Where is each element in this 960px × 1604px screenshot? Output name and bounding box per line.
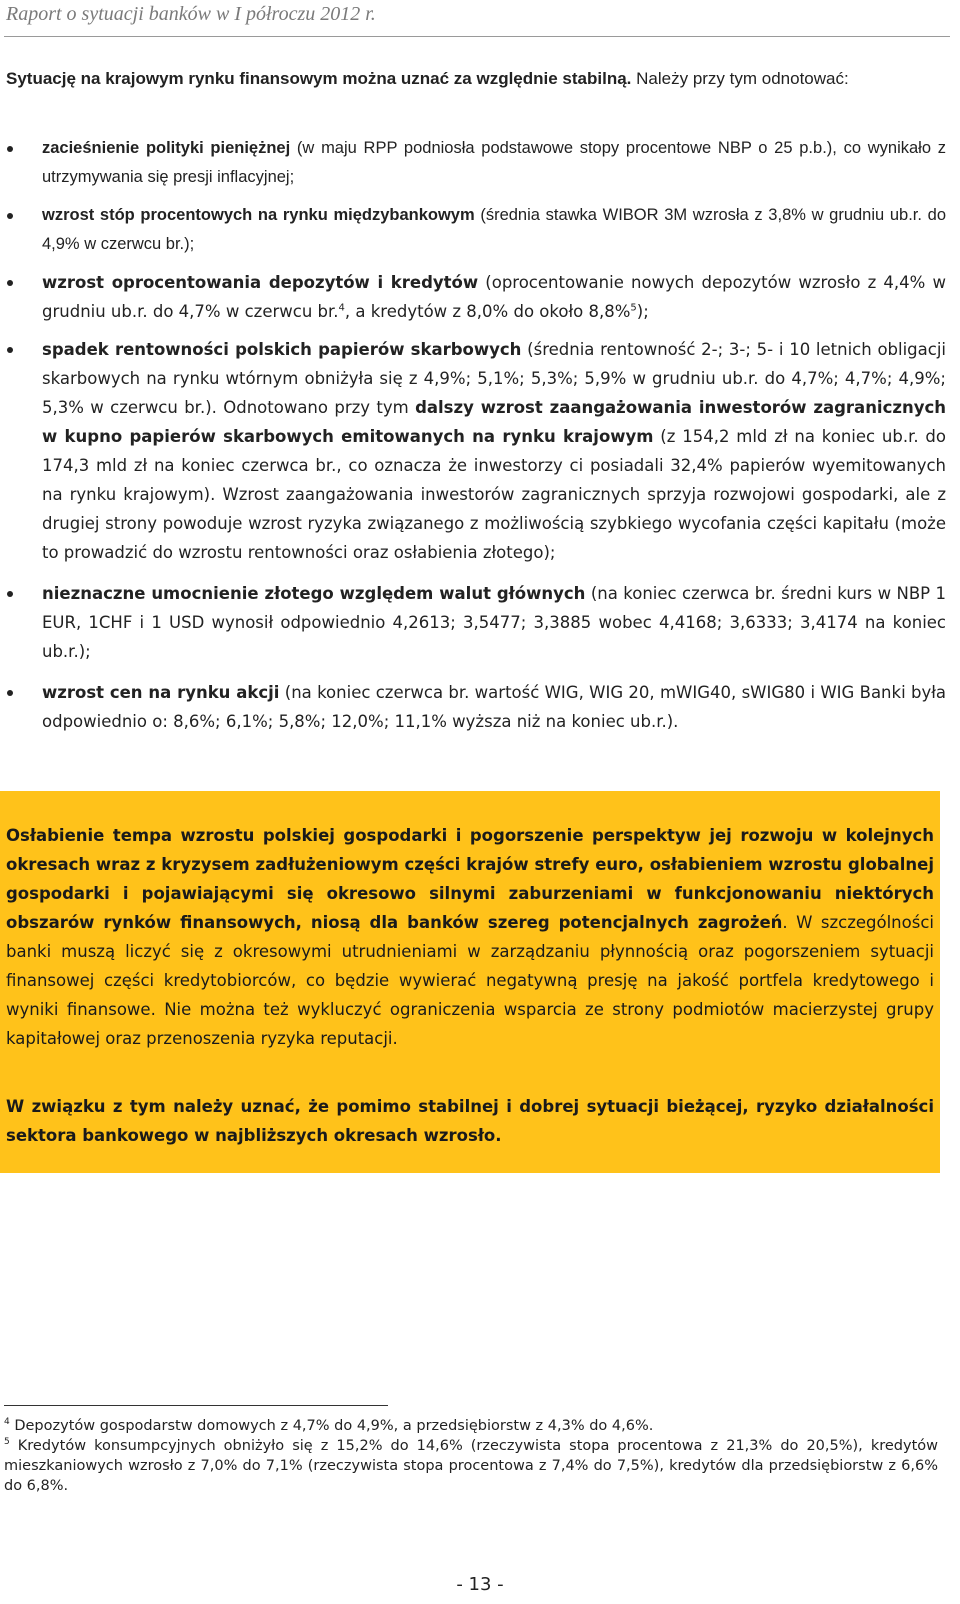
footnote-number: 5 xyxy=(4,1437,10,1448)
intro-paragraph xyxy=(6,64,946,93)
list-item xyxy=(0,335,946,567)
callout-conclusion: W związku z tym należy uznać, że pomimo stabilnej i dobrej sytuacji bieżącej, ryzyko działalności sektora bankowego w najbliższych okresach wzrosło. xyxy=(6,1097,934,1145)
footnote-ref: 5 xyxy=(630,302,637,314)
callout-text: . W szczególności banki muszą liczyć się z okresowymi utrudnieniami w zarządzaniu płynnością oraz pogorszeniem sytuacji finansowej części kredytobiorców, co będzie wywierać negatywną presję na jakość portfela kredytowego i wyniki finansowe. Nie można też wykluczyć ograniczenia wsparcia ze strony podmiotów macierzystej grupy kapitałowej oraz przenoszenia ryzyka reputacji. xyxy=(6,913,934,1048)
item-bold: wzrost cen na rynku akcji xyxy=(42,683,280,702)
bullet-icon xyxy=(7,213,13,219)
risk-callout-box xyxy=(0,791,940,1173)
callout-bold: Osłabienie tempa wzrostu polskiej gospodarki i pogorszenie perspektyw jej rozwoju w kolejnych okresach wraz z kryzysem zadłużeniowym części krajów strefy euro, osłabieniem wzrostu globalnej gospodarki i pojawiającymi się okresowo silnymi zaburzeniami w funkcjonowaniu niektórych obszarów rynków finansowych, niosą dla banków szereg potencjalnych zagrożeń xyxy=(6,826,934,932)
item-bold: dalszy wzrost zaangażowania inwestorów zagranicznych w kupno papierów skarbowych emitowanych na rynku krajowym xyxy=(42,398,947,446)
list-item xyxy=(0,134,946,192)
item-bold: spadek rentowności polskich papierów skarbowych xyxy=(42,340,522,359)
conditions-list xyxy=(0,134,960,736)
bullet-icon xyxy=(7,591,13,597)
list-item xyxy=(0,579,946,666)
bullet-icon xyxy=(7,690,13,696)
item-bold: wzrost stóp procentowych na rynku międzybankowym xyxy=(42,206,475,224)
footnote xyxy=(4,1436,938,1496)
footnote-ref: 4 xyxy=(338,302,345,314)
list-item xyxy=(0,678,946,736)
item-text: (średnia rentowność 2-; 3-; 5- i 10 letnich obligacji skarbowych na rynku wtórnym obniżyła się z 4,9%; 5,1%; 5,3%; 5,9% w grudniu ub.r. do 4,7%; 4,7%; 4,9%; 5,3% w czerwcu br.). Odnotowano przy tym xyxy=(42,340,947,417)
item-text: (z 154,2 mld zł na koniec ub.r. do 174,3 mld zł na koniec czerwca br., co oznacza że inwestorzy ci posiadali 32,4% papierów wyemitowanych na rynku krajowym). Wzrost zaangażowania inwestorów zagranicznych sprzyja rozwojowi gospodarki, ale z drugiej strony powoduje wzrost ryzyka związanego z możliwością szybkiego wycofania części kapitału (może to prowadzić do wzrostu rentowności oraz osłabienia złotego); xyxy=(42,427,946,562)
footnote-divider xyxy=(4,1405,388,1406)
bullet-icon xyxy=(7,146,13,152)
item-bold: wzrost oprocentowania depozytów i kredytów xyxy=(42,273,479,292)
bullet-icon xyxy=(7,280,13,286)
list-item xyxy=(0,268,946,326)
bullet-icon xyxy=(7,347,13,353)
item-text: (oprocentowanie nowych depozytów wzrosło z 4,4% w grudniu ub.r. do 4,7% w czerwcu br. xyxy=(42,273,946,321)
item-text: , a kredytów z 8,0% do około 8,8% xyxy=(344,302,631,321)
intro-bold: Sytuację na krajowym rynku finansowym można uznać za względnie stabilną. xyxy=(6,69,632,88)
item-text: (na koniec czerwca br. wartość WIG, WIG 20, mWIG40, sWIG80 i WIG Banki była odpowiednio o: 8,6%; 6,1%; 5,8%; 12,0%; 11,1% wyższa niż na koniec ub.r.). xyxy=(42,683,947,731)
footnote-text: Kredytów konsumpcyjnych obniżyło się z 15,2% do 14,6% (rzeczywista stopa procentowa z 21,3% do 20,5%), kredytów mieszkaniowych wzrosło z 7,0% do 7,1% (rzeczywista stopa procentowa z 7,4% do 7,5%), kredytów dla przedsiębiorstw z 6,6% do 6,8%. xyxy=(4,1438,938,1494)
item-bold: nieznaczne umocnienie złotego względem walut głównych xyxy=(42,584,586,603)
item-text: ); xyxy=(636,302,649,321)
page-number: - 13 - xyxy=(456,1574,504,1595)
footnote xyxy=(4,1416,938,1436)
item-text: (na koniec czerwca br. średni kurs w NBP 1 EUR, 1CHF i 1 USD wynosił odpowiednio 4,2613; 3,5477; 3,3885 wobec 4,4168; 3,6333; 3,4174 na koniec ub.r.); xyxy=(42,584,947,661)
item-bold: zacieśnienie polityki pieniężnej xyxy=(42,139,291,157)
intro-text: Należy przy tym odnotować: xyxy=(631,69,849,88)
running-header: Raport o sytuacji banków w I półroczu 2012 r. xyxy=(6,3,376,25)
footnote-number: 4 xyxy=(4,1417,10,1428)
footnotes xyxy=(4,1416,938,1496)
footnote-text: Depozytów gospodarstw domowych z 4,7% do 4,9%, a przedsiębiorstw z 4,3% do 4,6%. xyxy=(9,1418,654,1434)
callout-paragraph xyxy=(6,821,934,1053)
item-text: (w maju RPP podniosła podstawowe stopy procentowe NBP o 25 p.b.), co wynikało z utrzymywania się presji inflacyjnej; xyxy=(42,139,946,186)
item-text: (średnia stawka WIBOR 3M wzrosła z 3,8% w grudniu ub.r. do 4,9% w czerwcu br.); xyxy=(42,206,946,253)
list-item xyxy=(0,201,946,259)
header-divider xyxy=(4,36,950,37)
